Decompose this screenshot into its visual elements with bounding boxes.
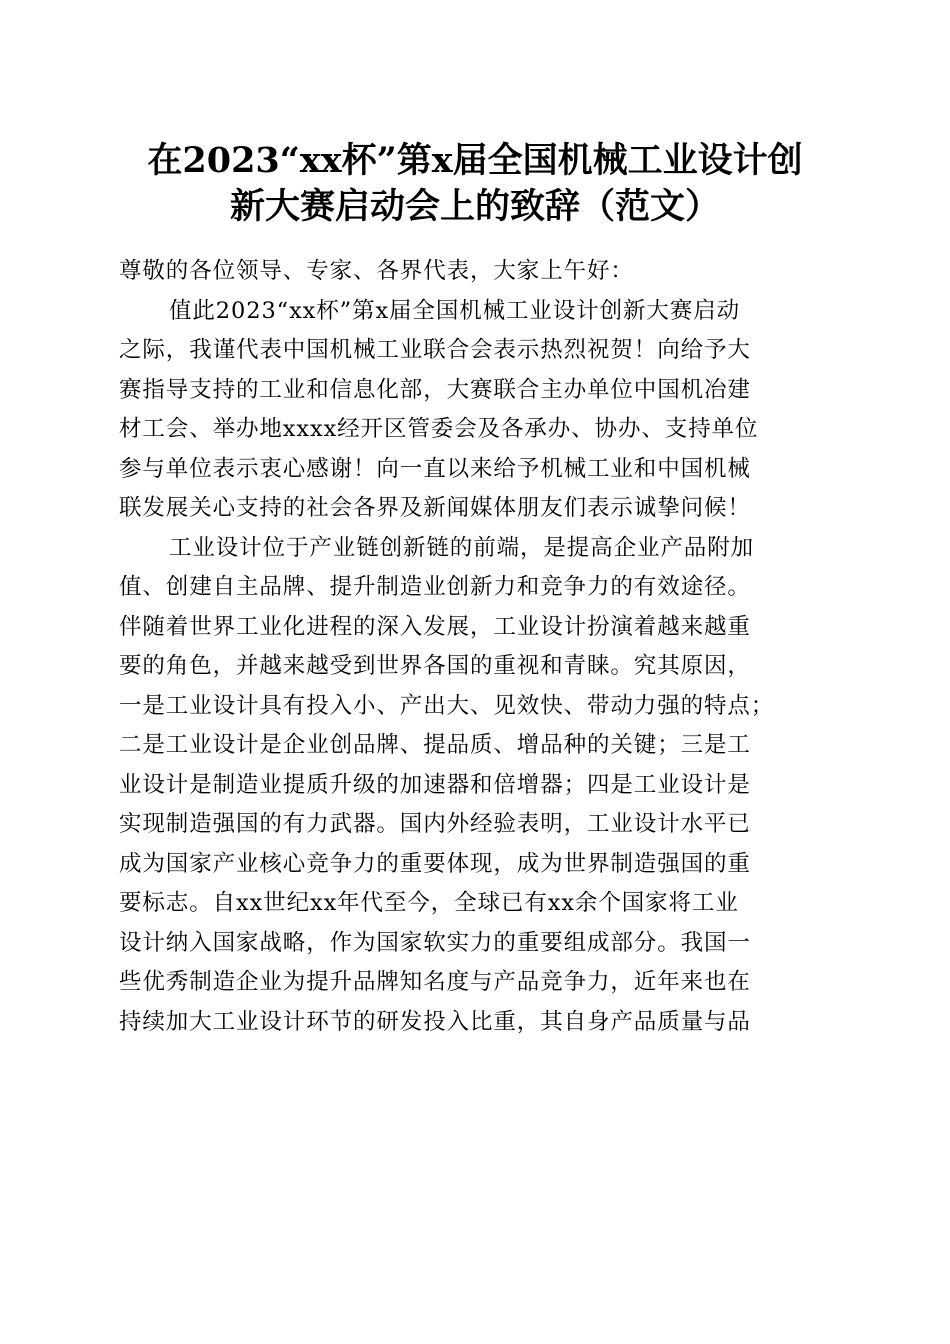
salutation: 尊敬的各位领导、专家、各界代表，大家上午好： xyxy=(119,258,634,284)
paragraph-line: 实现制造强国的有力武器。国内外经验表明，工业设计水平已 xyxy=(119,811,751,837)
title-line-1: 在2023“xx杯”第x届全国机械工业设计创 xyxy=(147,140,803,181)
paragraph-line: 值、创建自主品牌、提升制造业创新力和竞争力的有效途径。 xyxy=(119,574,751,600)
paragraph-line: 赛指导支持的工业和信息化部，大赛联合主办单位中国机冶建 xyxy=(119,376,751,403)
paragraph-line: 值此2023“xx杯”第x届全国机械工业设计创新大赛启动 xyxy=(169,297,741,324)
paragraph-line: 二是工业设计是企业创品牌、提品质、增品种的关键；三是工 xyxy=(119,732,751,758)
title-line-2: 新大赛启动会上的致辞（范文） xyxy=(229,186,720,227)
paragraph-line: 持续加大工业设计环节的研发投入比重，其自身产品质量与品 xyxy=(119,1008,751,1035)
paragraph-line: 一是工业设计具有投入小、产出大、见效快、带动力强的特点； xyxy=(119,692,775,719)
paragraph-line: 成为国家产业核心竞争力的重要体现，成为世界制造强国的重 xyxy=(119,850,751,877)
paragraph-line: 要的角色，并越来越受到世界各国的重视和青睐。究其原因， xyxy=(119,653,751,679)
paragraph-line: 设计纳入国家战略，作为国家软实力的重要组成部分。我国一 xyxy=(119,929,751,956)
paragraph-line: 联发展关心支持的社会各界及新闻媒体朋友们表示诚挚问候！ xyxy=(119,495,751,521)
paragraph-line: 之际，我谨代表中国机械工业联合会表示热烈祝贺！向给予大 xyxy=(119,337,751,363)
document-title xyxy=(90,138,860,230)
paragraph-line: 工业设计位于产业链创新链的前端，是提高企业产品附加 xyxy=(169,534,755,561)
paragraph-2 xyxy=(119,529,831,1043)
paragraph-line: 业设计是制造业提质升级的加速器和倍增器；四是工业设计是 xyxy=(119,771,751,798)
paragraph-line: 材工会、举办地xxxx经开区管委会及各承办、协办、支持单位 xyxy=(119,416,759,442)
paragraph-line: 要标志。自xx世纪xx年代至今，全球已有xx余个国家将工业 xyxy=(119,890,739,916)
paragraph-line: 参与单位表示衷心感谢！向一直以来给予机械工业和中国机械 xyxy=(119,455,751,482)
paragraph-line: 伴随着世界工业化进程的深入发展，工业设计扮演着越来越重 xyxy=(119,613,751,640)
document-body xyxy=(119,252,831,1042)
paragraph-line: 些优秀制造企业为提升品牌知名度与产品竞争力，近年来也在 xyxy=(119,969,751,995)
paragraph-1 xyxy=(119,292,831,529)
